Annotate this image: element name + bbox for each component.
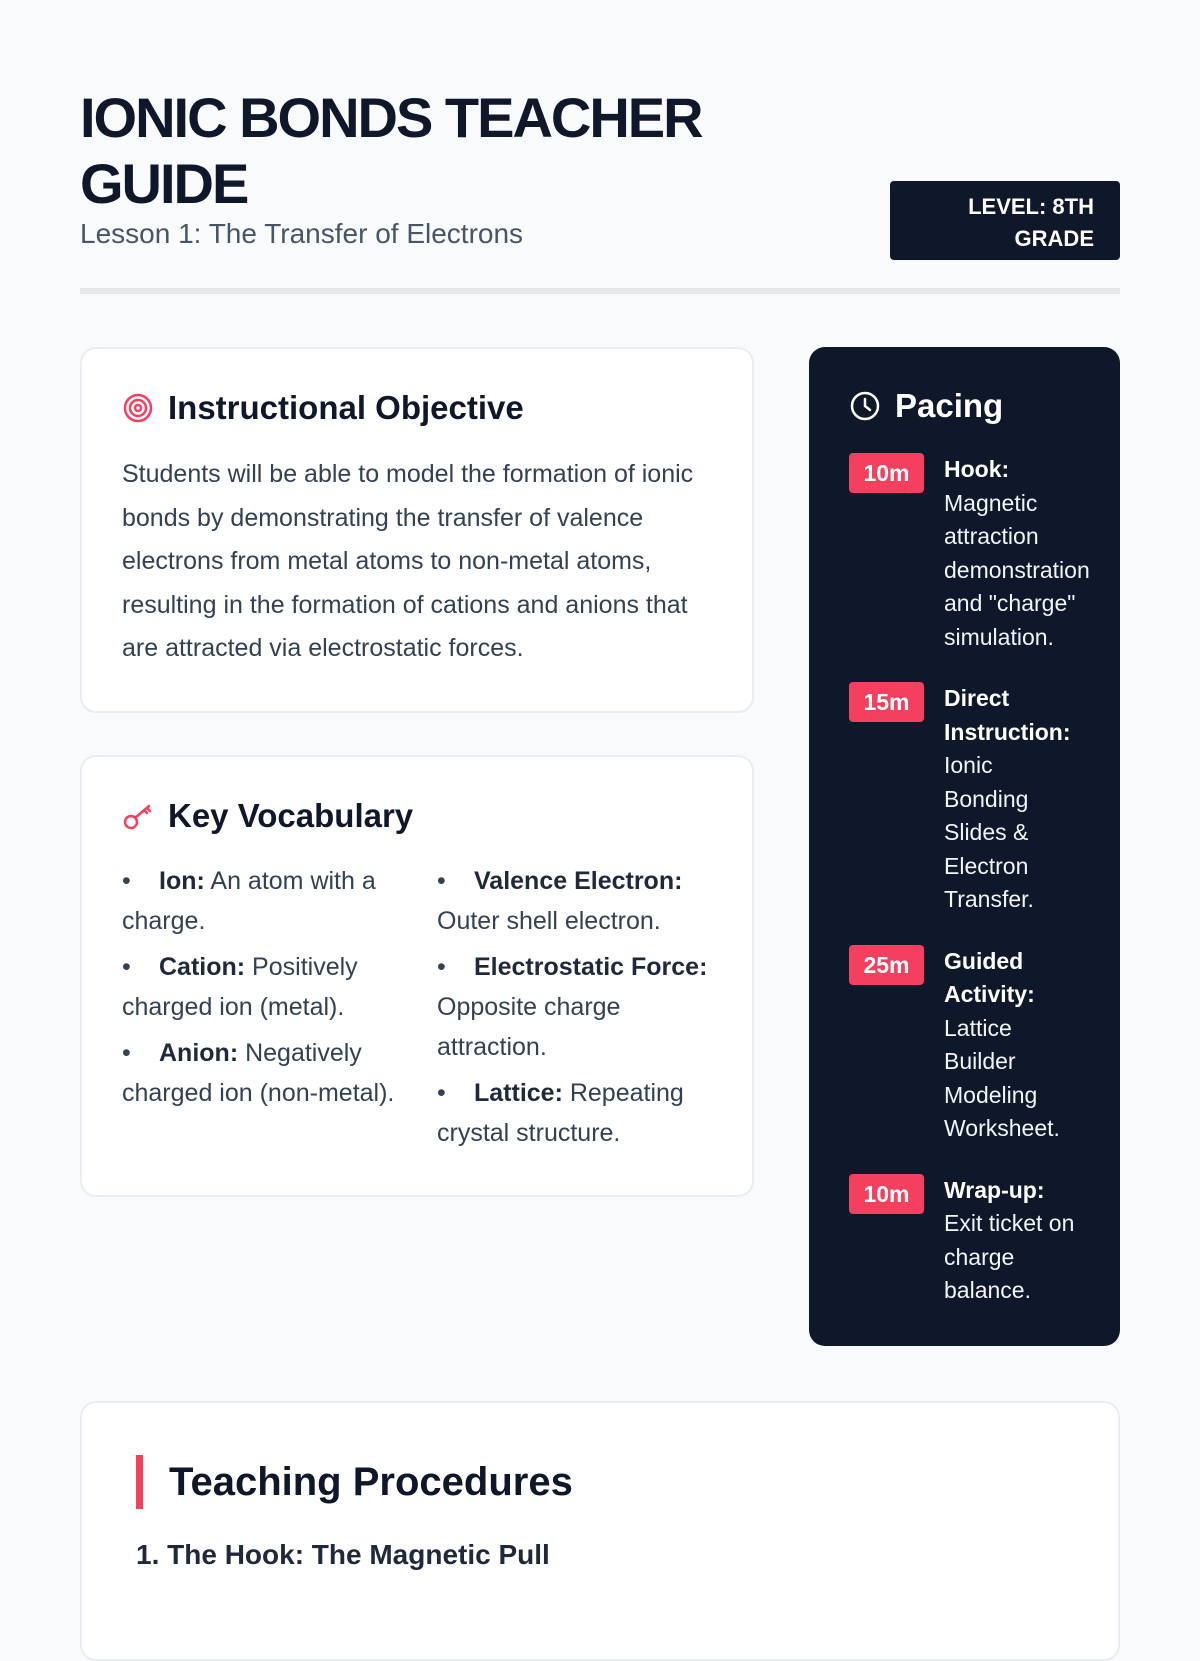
objective-card — [80, 347, 754, 713]
time-badge: 15m — [849, 682, 924, 722]
time-badge: 10m — [849, 1174, 924, 1214]
page-subtitle: Lesson 1: The Transfer of Electrons — [80, 218, 524, 249]
vocab-list-left — [122, 861, 397, 1159]
target-icon — [122, 392, 154, 424]
pacing-item: 25m Guided Activity: Lattice Builder Modeling Worksheet. — [849, 945, 1080, 1146]
page — [80, 0, 1120, 1570]
page-title: IONIC BONDS TEACHER GUIDE — [80, 86, 702, 215]
vocabulary-title: Key Vocabulary — [168, 797, 414, 834]
time-badge: 10m — [849, 453, 924, 493]
vocab-list-right — [437, 861, 712, 1159]
level-badge: LEVEL: 8TH GRADE — [890, 181, 1120, 260]
vocab-item: • Electrostatic Force: Opposite charge attraction. — [437, 953, 708, 1061]
objective-text: Students will be able to model the formation of ionic bonds by demonstrating the transfer of valence electrons from metal atoms to non-metal atoms, resulting in the formation of cations and anions that are attracted via electrostatic forces. — [122, 460, 694, 662]
key-icon — [122, 800, 154, 832]
vocab-item: • Valence Electron: Outer shell electron. — [437, 867, 683, 935]
vocab-item: • Cation: Positively charged ion (metal). — [122, 953, 358, 1021]
pacing-item: 15m Direct Instruction: Ionic Bonding Slides & Electron Transfer. — [849, 682, 1080, 917]
pacing-item: 10m Hook: Magnetic attraction demonstration and "charge" simulation. — [849, 453, 1080, 654]
procedure-step-heading: 1. The Hook: The Magnetic Pull — [136, 1539, 550, 1570]
pacing-panel — [809, 347, 1120, 1346]
pacing-item: 10m Wrap-up: Exit ticket on charge balance. — [849, 1174, 1080, 1308]
clock-icon — [849, 390, 881, 422]
vocabulary-card — [80, 755, 754, 1197]
page-header — [80, 0, 1120, 294]
time-badge: 25m — [849, 945, 924, 985]
procedures-card — [80, 1401, 1120, 1661]
vocab-item: • Anion: Negatively charged ion (non-metal). — [122, 1039, 395, 1107]
vocab-item: • Ion: An atom with a charge. — [122, 867, 376, 935]
objective-title: Instructional Objective — [168, 389, 524, 426]
pacing-title: Pacing — [895, 387, 1004, 424]
vocab-item: • Lattice: Repeating crystal structure. — [437, 1079, 684, 1147]
procedures-title: Teaching Procedures — [136, 1455, 1064, 1509]
